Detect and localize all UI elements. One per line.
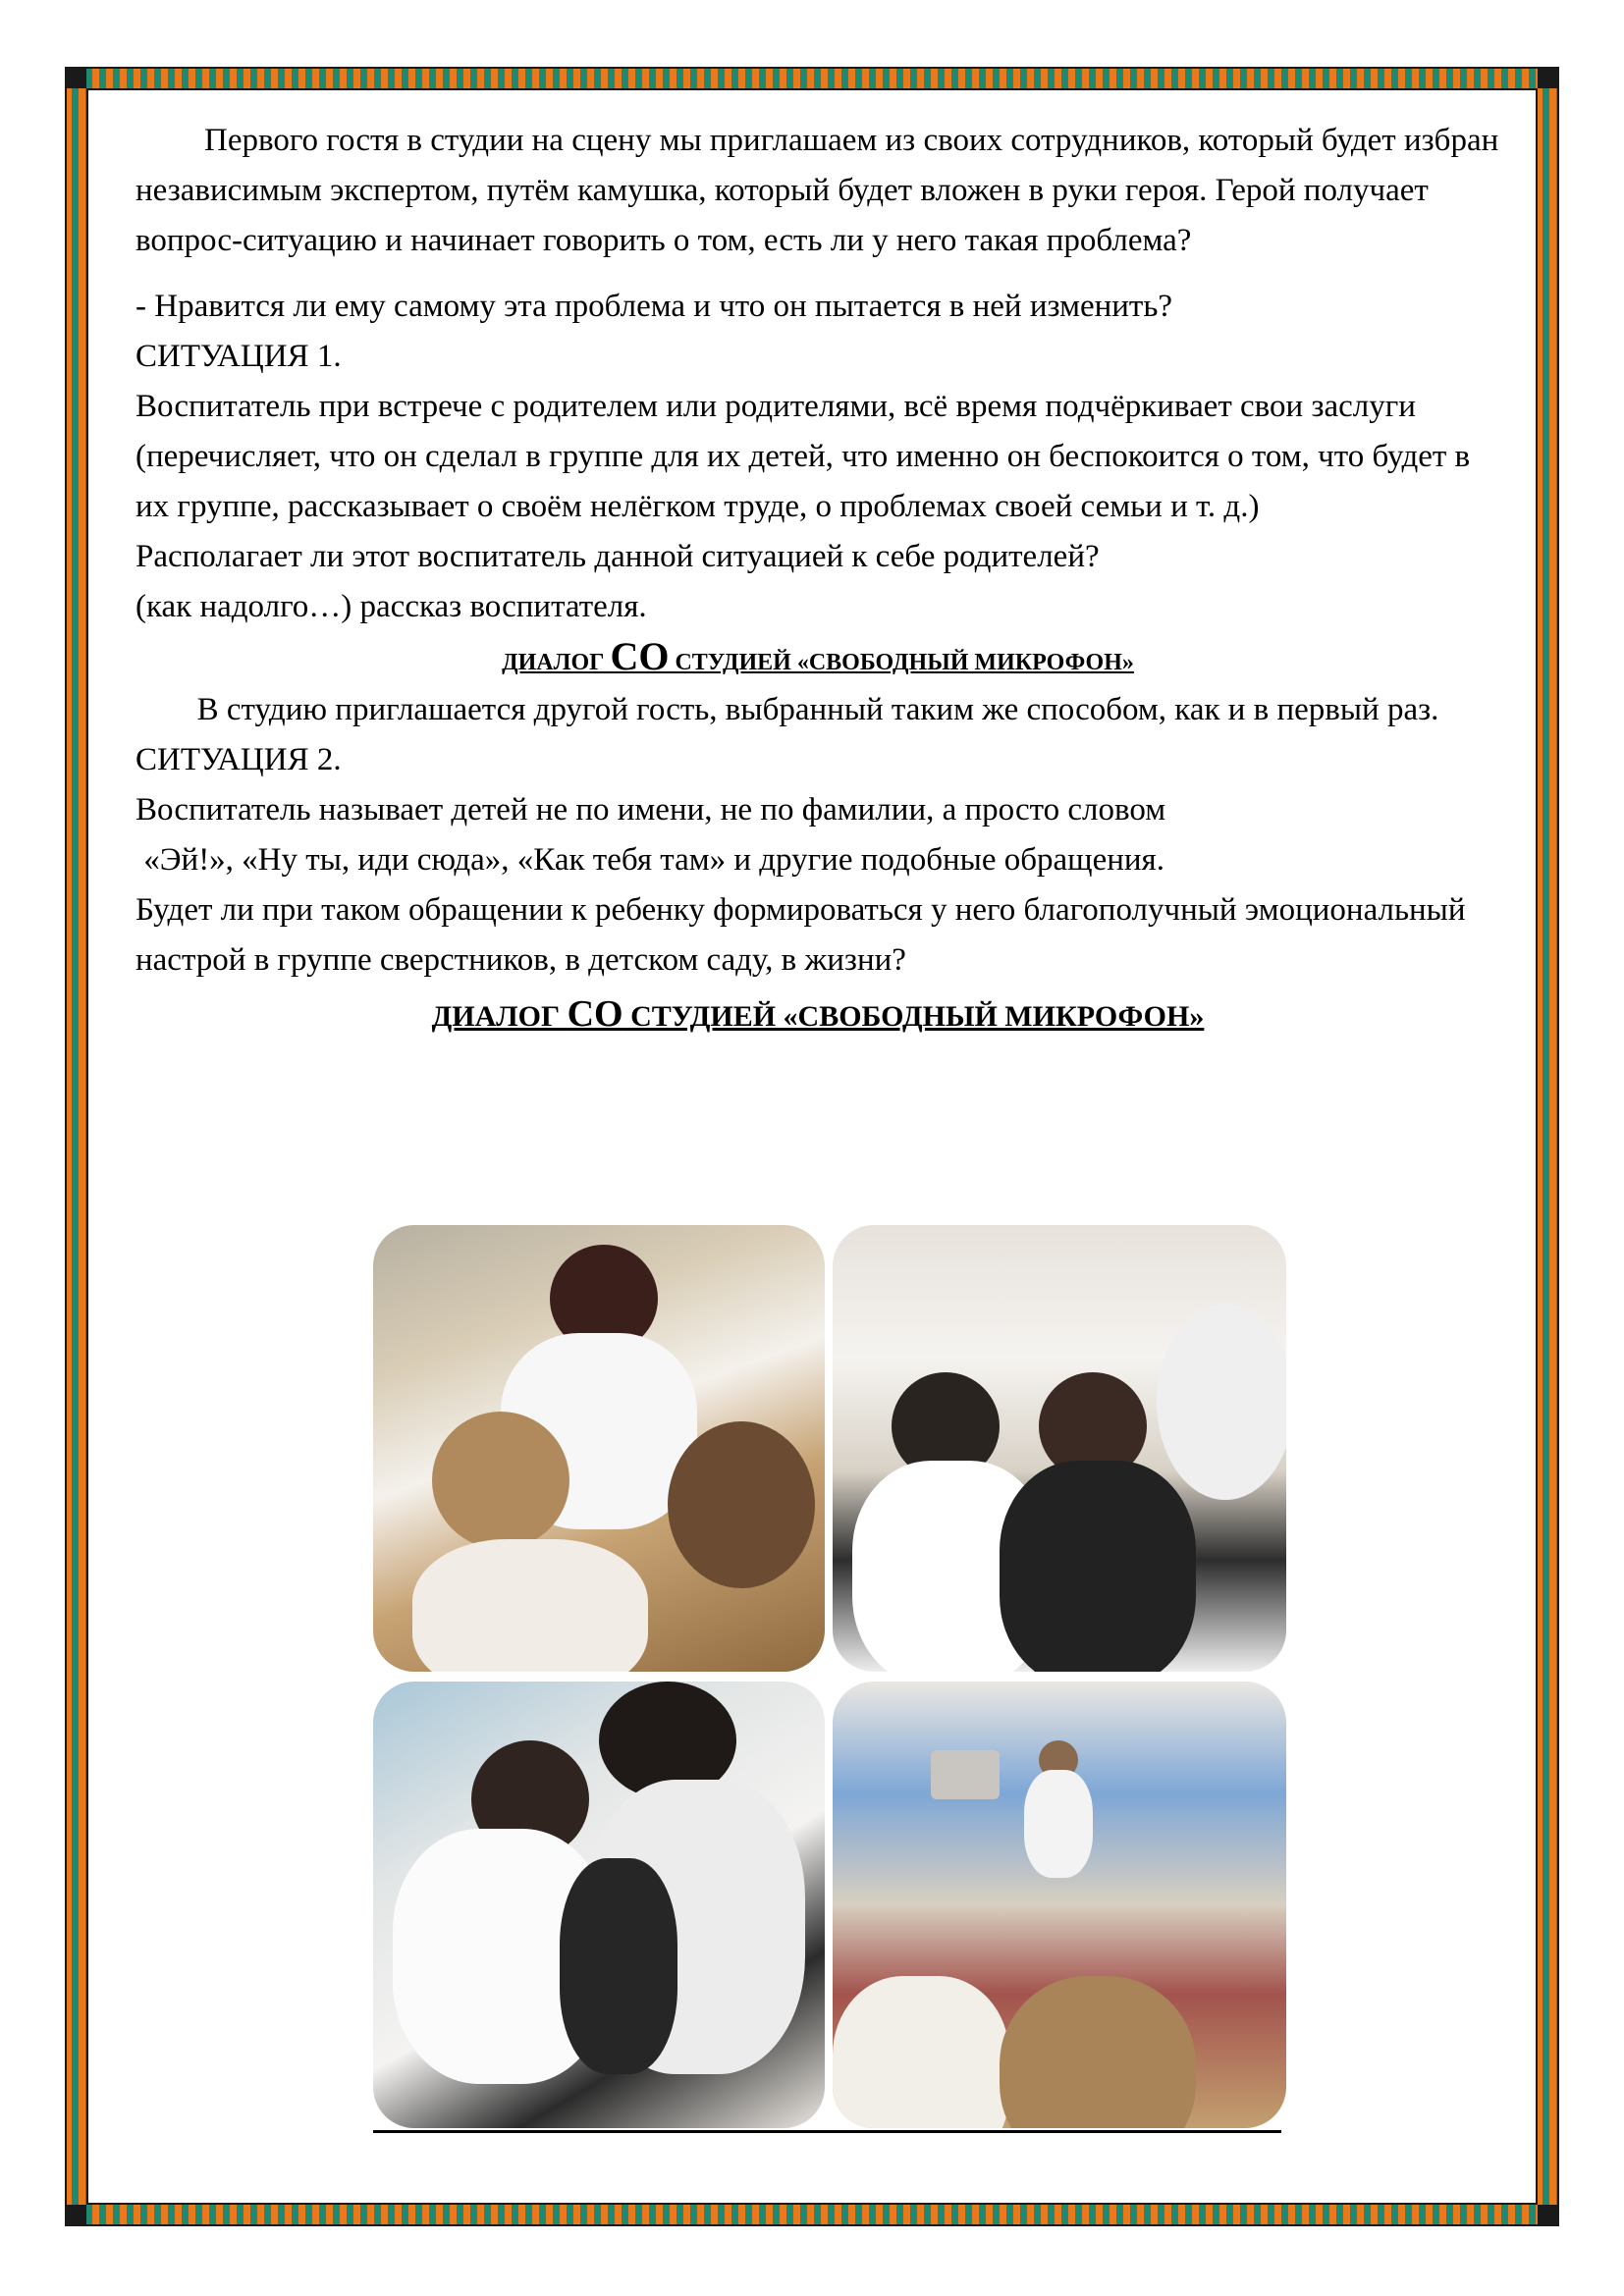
situation2-text-line2: «Эй!», «Ну ты, иди сюда», «Как тебя там» и другие подобные обращения. <box>135 842 1164 878</box>
photo-presenter-in-hall <box>833 1682 1286 2128</box>
invite-paragraph: В студию приглашается другой гость, выбранный таким же способом, как и в первый раз. <box>196 692 1439 727</box>
dialog-heading-2-post: СТУДИЕЙ «СВОБОДНЫЙ МИКРОФОН» <box>623 1000 1205 1033</box>
situation2-question: Будет ли при таком обращении к ребенку формироваться у него благополучный эмоциональный настрой в группе сверстников, в детском саду, в жизни? <box>135 892 1466 978</box>
photo-seated-group-discussion <box>373 1225 825 1672</box>
situation2-text-line1: Воспитатель называет детей не по имени, не по фамилии, а просто словом <box>135 792 1166 828</box>
photo-underline-rule <box>373 2130 1281 2133</box>
situation1-text: Воспитатель при встрече с родителем или родителями, всё время подчёркивает свои заслуги (перечисляет, что он сделал в группе для их детей, что именно он беспокоится о том, что будет в их группе, рассказывает о своём нелёгком труде, о проблемах своей семьи и т. д.) <box>135 389 1471 524</box>
photo-interaction-seated-participants <box>373 1682 825 2128</box>
border-corner <box>65 67 86 88</box>
dialog-heading-2-big: СО <box>567 993 623 1035</box>
photo-guest-with-microphone <box>833 1225 1286 1672</box>
photo-collage <box>373 1225 1286 2128</box>
dialog-heading-2-pre: ДИАЛОГ <box>431 1000 568 1033</box>
border-corner <box>1538 2205 1559 2226</box>
dialog-heading-2 <box>135 989 1500 1041</box>
situation2-title: СИТУАЦИЯ 2. <box>135 742 342 777</box>
situation1-note: (как надолго…) рассказ воспитателя. <box>135 589 647 624</box>
intro-paragraph: Первого гостя в студии на сцену мы приглашаем из своих сотрудников, который будет избран независимым экспертом, путём камушка, который будет вложен в руки героя. Герой получает вопрос-ситуацию и начинает говорить о том, есть ли у него такая проблема? <box>135 123 1499 258</box>
dialog-heading-1 <box>135 634 1500 685</box>
situation1-title: СИТУАЦИЯ 1. <box>135 339 342 374</box>
border-corner <box>65 2205 86 2226</box>
situation1-question: Располагает ли этот воспитатель данной ситуацией к себе родителей? <box>135 539 1100 574</box>
question-paragraph: - Нравится ли ему самому эта проблема и что он пытается в ней изменить? <box>135 289 1173 324</box>
document-body <box>135 116 1500 1041</box>
dialog-heading-1-pre: ДИАЛОГ <box>502 650 611 675</box>
dialog-heading-1-post: СТУДИЕЙ «СВОБОДНЫЙ МИКРОФОН» <box>669 650 1134 675</box>
border-corner <box>1538 67 1559 88</box>
dialog-heading-1-big: СО <box>610 634 670 678</box>
